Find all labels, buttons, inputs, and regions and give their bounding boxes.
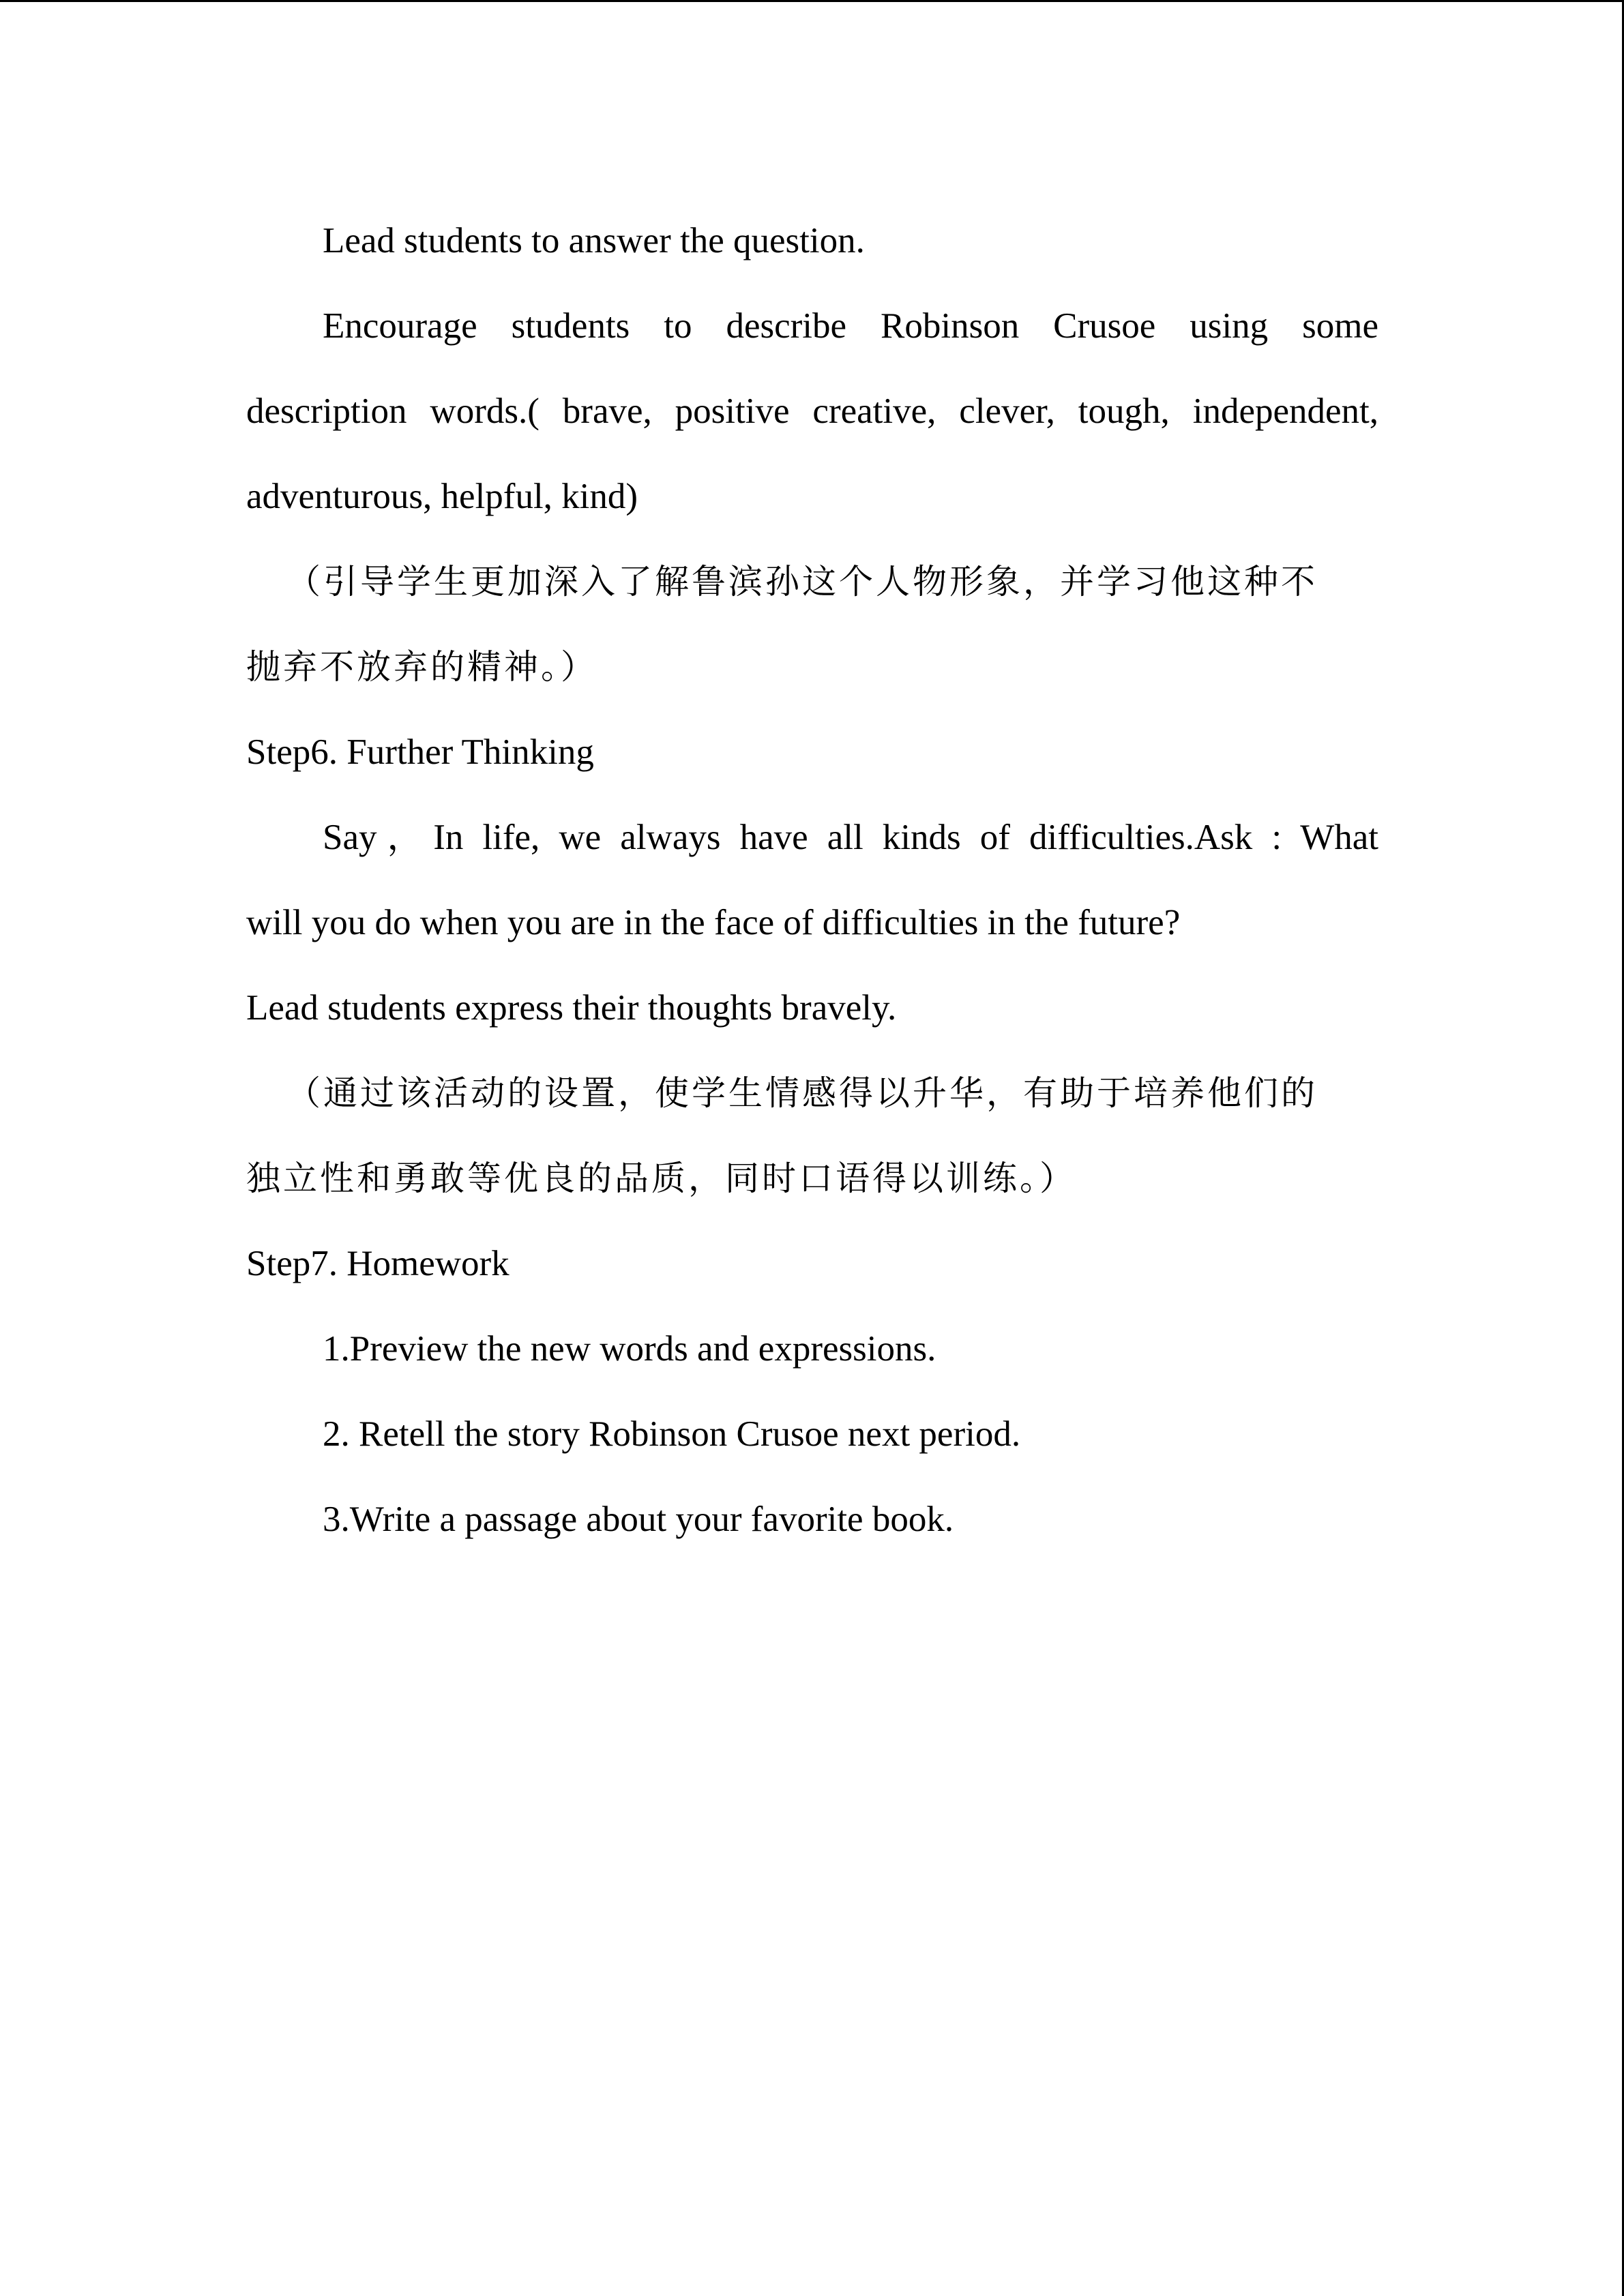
paragraph-say-line-2: will you do when you are in the face of difficulties in the future? (246, 903, 1181, 942)
paragraph-say-line-1: Say，In life, we always have all kinds of difficulties.Ask : What (323, 818, 1378, 857)
heading-step6: Step6. Further Thinking (246, 732, 594, 772)
paragraph-lead-answer: Lead students to answer the question. (323, 221, 865, 260)
homework-item-3: 3.Write a passage about your favorite book. (323, 1500, 954, 1539)
paragraph-encourage-line-3: adventurous, helpful, kind) (246, 477, 638, 516)
homework-item-1: 1.Preview the new words and expressions. (323, 1329, 936, 1369)
note-cn2-line-1: （通过该活动的设置，使学生情感得以升华，有助于培养他们的 (286, 1073, 1318, 1113)
note-cn-line-1: （引导学生更加深入了解鲁滨孙这个人物形象，并学习他这种不 (286, 562, 1318, 601)
note-cn2-line-2: 独立性和勇敢等优良的品质，同时口语得以训练。） (246, 1159, 1076, 1198)
heading-step7: Step7. Homework (246, 1244, 510, 1283)
paragraph-encourage-line-2: description words.( brave, positive creative, clever, tough, independent, (246, 391, 1378, 431)
homework-item-2: 2. Retell the story Robinson Crusoe next period. (323, 1414, 1021, 1454)
note-cn-line-2: 抛弃不放弃的精神。） (246, 647, 597, 687)
paragraph-encourage-line-1: Encourage students to describe Robinson Crusoe using some (323, 306, 1378, 346)
paragraph-lead-express: Lead students express their thoughts bravely. (246, 988, 897, 1028)
